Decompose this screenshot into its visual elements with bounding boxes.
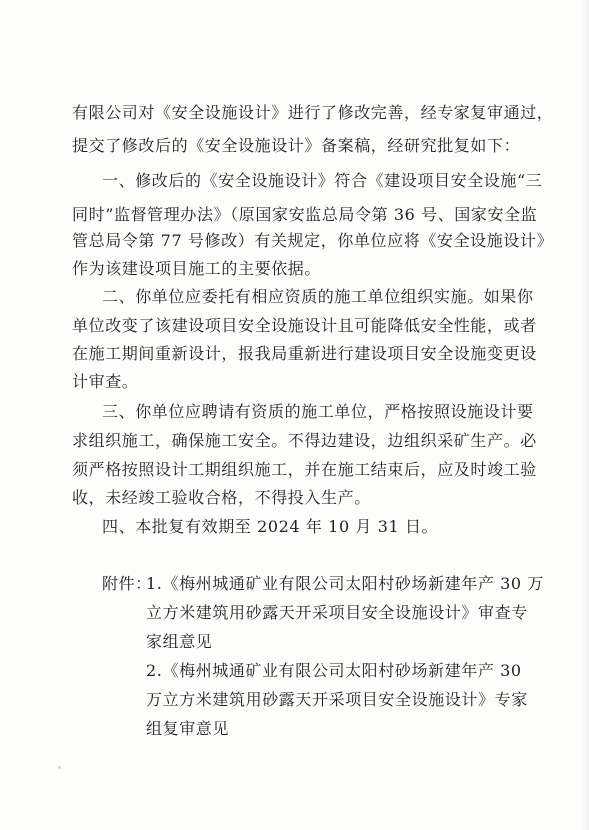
paragraph-line: 单位改变了该建设项目安全设施设计且可能降低安全性能，或者 [72,316,537,335]
paragraph-line: 须严格按照设计工期组织施工，并在施工结束后，应及时竣工验 [72,460,537,479]
paragraph-line: 有限公司对《安全设施设计》进行了修改完善，经专家复审通过， [72,103,554,122]
paragraph-line: 管总局令第 77 号修改）有关规定，你单位应将《安全设施设计》 [72,231,554,250]
paragraph-line: 求组织施工，确保施工安全。不得边建设，边组织采矿生产。必 [72,431,537,450]
paragraph-line: 计审查。 [72,372,139,391]
paragraph-line: 收，未经竣工验收合格，不得投入生产。 [72,488,371,507]
paragraph-line: 提交了修改后的《安全设施设计》备案稿，经研究批复如下： [72,136,521,155]
scan-edge-shadow [581,0,589,830]
paragraph-line: 同时”监督管理办法》（原国家安监总局令第 36 号、国家安全监 [72,205,538,224]
attachment-line: 万立方米建筑用砂露天开采项目安全设施设计》专家 [146,690,528,709]
attachments-label: 附件： [102,574,152,593]
scan-speck [58,766,61,769]
paragraph-line: 二、你单位应委托有相应资质的施工单位组织实施。如果你 [102,287,534,306]
paragraph-line: 三、你单位应聘请有资质的施工单位，严格按照设施设计要 [102,402,534,421]
attachment-line: 组复审意见 [146,719,230,738]
attachment-line: 立方米建筑用砂露天开采项目安全设施设计》审查专 [146,603,528,622]
attachment-line: 家组意见 [146,632,213,651]
paragraph-line: 一、修改后的《安全设施设计》符合《建设项目安全设施“三 [102,171,543,190]
paragraph-line: 作为该建设项目施工的主要依据。 [72,259,322,278]
attachment-line: 1.《梅州城通矿业有限公司太阳村砂场新建年产 30 万 [146,574,544,593]
paragraph-line: 四、本批复有效期至 2024 年 10 月 31 日。 [102,517,439,536]
attachment-line: 2.《梅州城通矿业有限公司太阳村砂场新建年产 30 [146,661,522,680]
paragraph-line: 在施工期间重新设计，报我局重新进行建设项目安全设施变更设 [72,344,537,363]
